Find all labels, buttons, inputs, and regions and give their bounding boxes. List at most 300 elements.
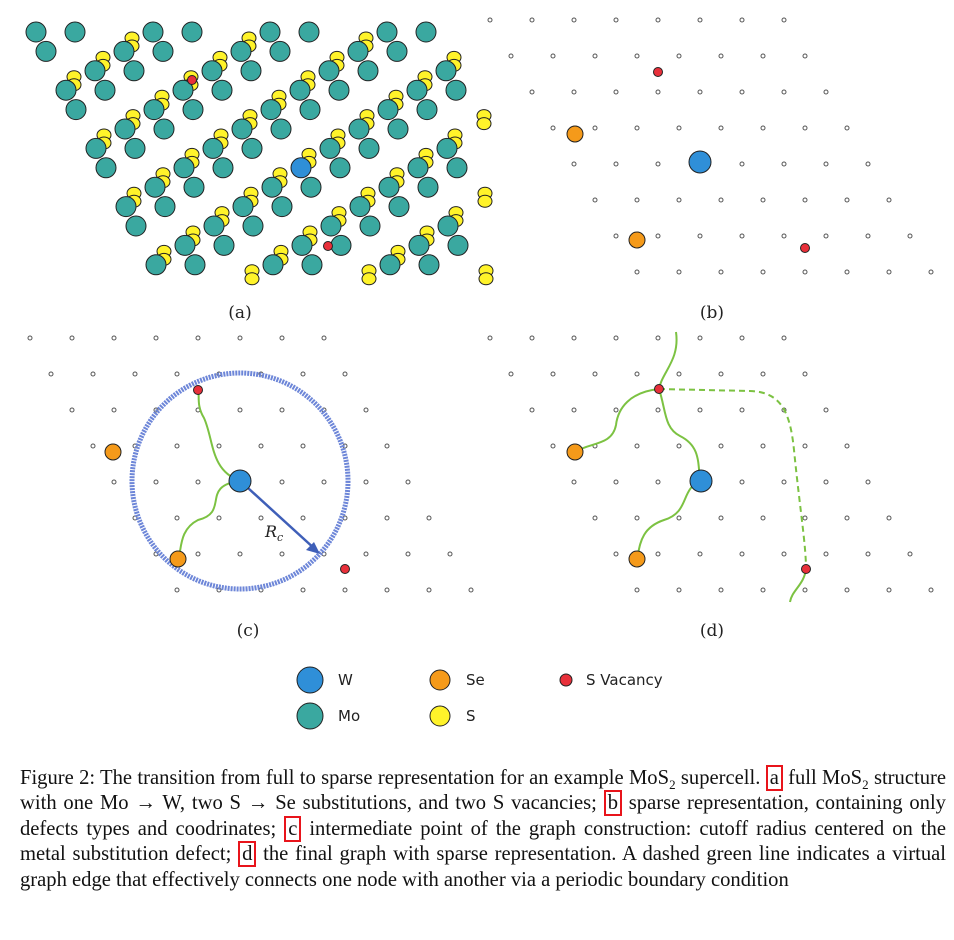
mo-atom (262, 177, 282, 197)
lattice-site (572, 336, 576, 340)
mo-atom (154, 119, 174, 139)
mo-atom (408, 158, 428, 178)
lattice-site (572, 408, 576, 412)
mo-atom (389, 197, 409, 217)
mo-atom (175, 235, 195, 255)
graph-edge (790, 569, 806, 602)
lattice-site (91, 372, 95, 376)
lattice-site (614, 480, 618, 484)
lattice-site (175, 516, 179, 520)
graph-edge (178, 481, 240, 559)
mo-atom (270, 41, 290, 61)
lattice-site (824, 408, 828, 412)
lattice-site (656, 552, 660, 556)
se-atom (629, 232, 645, 248)
vacancy-marker (802, 565, 811, 574)
lattice-site (49, 372, 53, 376)
lattice-site (196, 336, 200, 340)
mo-atom (409, 235, 429, 255)
lattice-site (280, 552, 284, 556)
vacancy-marker (655, 385, 664, 394)
mo-atom (124, 61, 144, 81)
lattice-site (656, 408, 660, 412)
lattice-site (677, 270, 681, 274)
lattice-site (803, 270, 807, 274)
lattice-site (845, 516, 849, 520)
lattice-site (635, 126, 639, 130)
caption-prefix: Figure 2: The transition from full to sparse representation for an example MoS (20, 767, 670, 789)
lattice-site (866, 162, 870, 166)
mo-atom (126, 216, 146, 236)
lattice-site (740, 234, 744, 238)
lattice-site (343, 588, 347, 592)
lattice-site (782, 162, 786, 166)
mo-atom (299, 22, 319, 42)
lattice-site (70, 336, 74, 340)
lattice-site (301, 588, 305, 592)
lattice-site (635, 372, 639, 376)
mo-atom (143, 22, 163, 42)
panel-a-full-structure (26, 22, 493, 285)
mo-atom (232, 119, 252, 139)
mo-atom (85, 61, 105, 81)
mo-atom (331, 235, 351, 255)
legend-vacancy-label: S Vacancy (586, 671, 663, 689)
lattice-site (385, 516, 389, 520)
lattice-site (824, 234, 828, 238)
lattice-site (280, 408, 284, 412)
mo-atom (290, 80, 310, 100)
lattice-site (887, 588, 891, 592)
lattice-site (196, 552, 200, 556)
lattice-site (761, 270, 765, 274)
mo-atom (114, 41, 134, 61)
legend-s-marker (430, 706, 450, 726)
lattice-site (782, 480, 786, 484)
lattice-site (488, 336, 492, 340)
lattice-site (593, 516, 597, 520)
lattice-site (740, 90, 744, 94)
lattice-site (782, 336, 786, 340)
lattice-site (572, 90, 576, 94)
lattice-site (803, 372, 807, 376)
lattice-site (803, 198, 807, 202)
mo-atom (350, 197, 370, 217)
lattice-site (761, 516, 765, 520)
mo-atom (214, 235, 234, 255)
mo-atom (436, 61, 456, 81)
panel-b-label: (b) (699, 303, 725, 323)
caption-t5: intermediate point of the graph construction: cutoff radius centered on the metal substitution defect; (20, 817, 946, 866)
lattice-site (614, 234, 618, 238)
caption-t3: structure with one Mo → W, two S → Se substitutions, and two S vacancies; (20, 767, 946, 815)
lattice-site (635, 198, 639, 202)
panel-d-label: (d) (699, 621, 725, 641)
mo-atom (184, 177, 204, 197)
lattice-site (614, 408, 618, 412)
mo-atom (145, 177, 165, 197)
mo-atom (260, 22, 280, 42)
mo-atom (348, 41, 368, 61)
mo-atom (388, 119, 408, 139)
lattice-site (406, 552, 410, 556)
lattice-site (551, 126, 555, 130)
lattice-site (656, 90, 660, 94)
mo-atom (437, 138, 457, 158)
lattice-site (698, 408, 702, 412)
mo-atom (204, 216, 224, 236)
lattice-site (761, 588, 765, 592)
lattice-site (385, 588, 389, 592)
radius-label: $R_c$ (265, 522, 284, 544)
s-atom (479, 273, 493, 285)
lattice-site (343, 372, 347, 376)
caption-t6: the final graph with sparse representation. A dashed green line indicates a virtual graph edge that effectively connects one node with another via a periodic boundary condition (20, 843, 946, 891)
lattice-site (677, 54, 681, 58)
lattice-site (112, 336, 116, 340)
mo-atom (407, 80, 427, 100)
lattice-site (656, 480, 660, 484)
w-atom (690, 470, 712, 492)
lattice-site (698, 336, 702, 340)
mo-atom (26, 22, 46, 42)
lattice-site (782, 18, 786, 22)
lattice-site (656, 336, 660, 340)
lattice-site (656, 18, 660, 22)
mo-atom (272, 197, 292, 217)
lattice-site (761, 54, 765, 58)
lattice-site (719, 516, 723, 520)
lattice-site (593, 54, 597, 58)
lattice-site (740, 480, 744, 484)
lattice-site (698, 18, 702, 22)
lattice-site (698, 234, 702, 238)
lattice-site (448, 552, 452, 556)
lattice-site (845, 270, 849, 274)
lattice-site (301, 444, 305, 448)
panel-d-final-graph (488, 332, 933, 602)
figure-caption (20, 766, 946, 893)
mo-atom (203, 138, 223, 158)
lattice-site (280, 480, 284, 484)
mo-atom (448, 235, 468, 255)
lattice-site (677, 444, 681, 448)
s-atom (245, 273, 259, 285)
graph-edge (659, 389, 700, 481)
panel-c-graph-construction (28, 336, 473, 592)
mo-atom (379, 177, 399, 197)
lattice-site (551, 54, 555, 58)
lattice-site (740, 336, 744, 340)
caption-ref-c[interactable]: c (284, 816, 301, 842)
lattice-site (551, 372, 555, 376)
legend-w-label: W (338, 671, 353, 689)
lattice-site (385, 444, 389, 448)
lattice-site (761, 198, 765, 202)
mo-atom (321, 216, 341, 236)
mo-atom (86, 138, 106, 158)
lattice-site (572, 480, 576, 484)
mo-atom (66, 100, 86, 120)
lattice-site (530, 336, 534, 340)
lattice-site (614, 90, 618, 94)
w-atom (689, 151, 711, 173)
lattice-site (803, 516, 807, 520)
lattice-site (656, 162, 660, 166)
legend-se-label: Se (466, 671, 485, 689)
mo-atom (263, 255, 283, 275)
mo-atom (418, 177, 438, 197)
mo-atom (183, 100, 203, 120)
lattice-site (824, 162, 828, 166)
lattice-site (551, 444, 555, 448)
lattice-site (593, 126, 597, 130)
lattice-site (322, 336, 326, 340)
lattice-site (740, 18, 744, 22)
caption-t4: sparse representation, containing only defects types and coodrinates; (20, 792, 946, 840)
mo-atom (419, 255, 439, 275)
legend-se-marker (430, 670, 450, 690)
lattice-site (530, 90, 534, 94)
mo-atom (153, 41, 173, 61)
legend (297, 667, 663, 729)
lattice-site (530, 18, 534, 22)
lattice-site (112, 408, 116, 412)
mo-atom (243, 216, 263, 236)
lattice-site (803, 444, 807, 448)
mo-atom (144, 100, 164, 120)
mo-atom (233, 197, 253, 217)
mo-atom (417, 100, 437, 120)
graph-edge (659, 332, 677, 389)
se-atom (567, 444, 583, 460)
mo-atom (213, 158, 233, 178)
mo-atom (116, 197, 136, 217)
s-atom (362, 273, 376, 285)
lattice-site (364, 552, 368, 556)
panel-a-label: (a) (228, 303, 252, 323)
lattice-site (635, 444, 639, 448)
mo-atom (271, 119, 291, 139)
lattice-site (530, 408, 534, 412)
caption-ref-a[interactable]: a (766, 765, 783, 791)
mo-atom (292, 235, 312, 255)
lattice-site (719, 270, 723, 274)
caption-sub1: 2 (669, 777, 676, 793)
lattice-site (719, 198, 723, 202)
mo-atom (146, 255, 166, 275)
lattice-site (259, 516, 263, 520)
graph-edge (575, 389, 659, 452)
lattice-site (196, 480, 200, 484)
mo-atom (174, 158, 194, 178)
lattice-site (175, 372, 179, 376)
mo-atom (378, 100, 398, 120)
mo-atom (212, 80, 232, 100)
lattice-site (677, 516, 681, 520)
lattice-site (593, 198, 597, 202)
caption-ref-b[interactable]: b (604, 790, 622, 816)
mo-atom (115, 119, 135, 139)
panel-c-label: (c) (236, 621, 260, 641)
lattice-site (740, 552, 744, 556)
mo-atom (380, 255, 400, 275)
mo-atom (320, 138, 340, 158)
mo-atom (358, 61, 378, 81)
lattice-site (364, 408, 368, 412)
lattice-site (719, 54, 723, 58)
lattice-site (427, 588, 431, 592)
mo-atom (155, 197, 175, 217)
legend-s-label: S (466, 707, 476, 725)
lattice-site (782, 552, 786, 556)
vacancy-marker (194, 386, 203, 395)
caption-sub2: 2 (862, 777, 869, 793)
lattice-site (301, 372, 305, 376)
lattice-site (929, 588, 933, 592)
legend-vacancy-marker (560, 674, 572, 686)
mo-atom (330, 158, 350, 178)
lattice-site (614, 162, 618, 166)
lattice-site (280, 336, 284, 340)
lattice-site (719, 126, 723, 130)
vacancy-marker (341, 565, 350, 574)
lattice-site (175, 444, 179, 448)
lattice-site (677, 588, 681, 592)
lattice-site (740, 408, 744, 412)
caption-ref-d[interactable]: d (238, 841, 256, 867)
lattice-site (91, 444, 95, 448)
lattice-site (887, 270, 891, 274)
caption-t1: supercell. (675, 767, 766, 789)
graph-edge (637, 481, 700, 559)
virtual-graph-edge (659, 389, 806, 569)
s-atom (478, 195, 492, 207)
lattice-site (719, 444, 723, 448)
lattice-site (154, 480, 158, 484)
lattice-site (364, 480, 368, 484)
legend-w-marker (297, 667, 323, 693)
lattice-site (845, 198, 849, 202)
lattice-site (761, 372, 765, 376)
lattice-site (677, 372, 681, 376)
lattice-site (488, 18, 492, 22)
mo-atom (302, 255, 322, 275)
mo-atom (377, 22, 397, 42)
mo-atom (261, 100, 281, 120)
lattice-site (740, 162, 744, 166)
lattice-site (698, 552, 702, 556)
s-atom (477, 118, 491, 130)
mo-atom (447, 158, 467, 178)
se-atom (105, 444, 121, 460)
lattice-site (866, 552, 870, 556)
se-atom (170, 551, 186, 567)
lattice-site (509, 54, 513, 58)
lattice-site (614, 552, 618, 556)
mo-atom (185, 255, 205, 275)
radius-label-subscript: c (277, 531, 284, 544)
lattice-site (154, 336, 158, 340)
lattice-site (572, 18, 576, 22)
lattice-site (70, 408, 74, 412)
lattice-site (217, 444, 221, 448)
mo-atom (242, 138, 262, 158)
mo-atom (125, 138, 145, 158)
lattice-site (322, 480, 326, 484)
mo-atom (56, 80, 76, 100)
vacancy-marker (801, 244, 810, 253)
mo-atom (231, 41, 251, 61)
mo-atom (202, 61, 222, 81)
mo-atom (300, 100, 320, 120)
lattice-site (824, 552, 828, 556)
mo-atom (36, 41, 56, 61)
lattice-site (824, 90, 828, 94)
lattice-site (845, 444, 849, 448)
lattice-site (427, 516, 431, 520)
vacancy-marker (324, 242, 333, 251)
lattice-site (28, 336, 32, 340)
mo-atom (319, 61, 339, 81)
lattice-site (259, 444, 263, 448)
lattice-site (217, 516, 221, 520)
mo-atom (329, 80, 349, 100)
mo-atom (387, 41, 407, 61)
lattice-site (698, 90, 702, 94)
lattice-site (175, 588, 179, 592)
lattice-site (803, 126, 807, 130)
lattice-site (782, 90, 786, 94)
vacancy-marker (654, 68, 663, 77)
mo-atom (65, 22, 85, 42)
panel-b-sparse-representation (488, 18, 933, 274)
lattice-site (845, 588, 849, 592)
lattice-site (866, 234, 870, 238)
lattice-site (677, 126, 681, 130)
lattice-site (761, 126, 765, 130)
lattice-site (845, 126, 849, 130)
mo-atom (241, 61, 261, 81)
lattice-site (635, 54, 639, 58)
lattice-site (908, 234, 912, 238)
mo-atom (359, 138, 379, 158)
lattice-site (572, 162, 576, 166)
lattice-site (929, 270, 933, 274)
legend-mo-label: Mo (338, 707, 361, 725)
lattice-site (133, 372, 137, 376)
lattice-site (719, 372, 723, 376)
lattice-site (866, 480, 870, 484)
lattice-site (656, 234, 660, 238)
lattice-site (112, 480, 116, 484)
lattice-site (406, 480, 410, 484)
mo-atom (416, 22, 436, 42)
vacancy-marker (188, 76, 197, 85)
se-atom (567, 126, 583, 142)
lattice-site (635, 588, 639, 592)
lattice-site (803, 54, 807, 58)
lattice-site (469, 588, 473, 592)
mo-atom (349, 119, 369, 139)
lattice-site (887, 516, 891, 520)
lattice-site (593, 372, 597, 376)
lattice-site (887, 198, 891, 202)
lattice-site (238, 408, 242, 412)
lattice-site (635, 270, 639, 274)
mo-atom (360, 216, 380, 236)
lattice-site (238, 552, 242, 556)
